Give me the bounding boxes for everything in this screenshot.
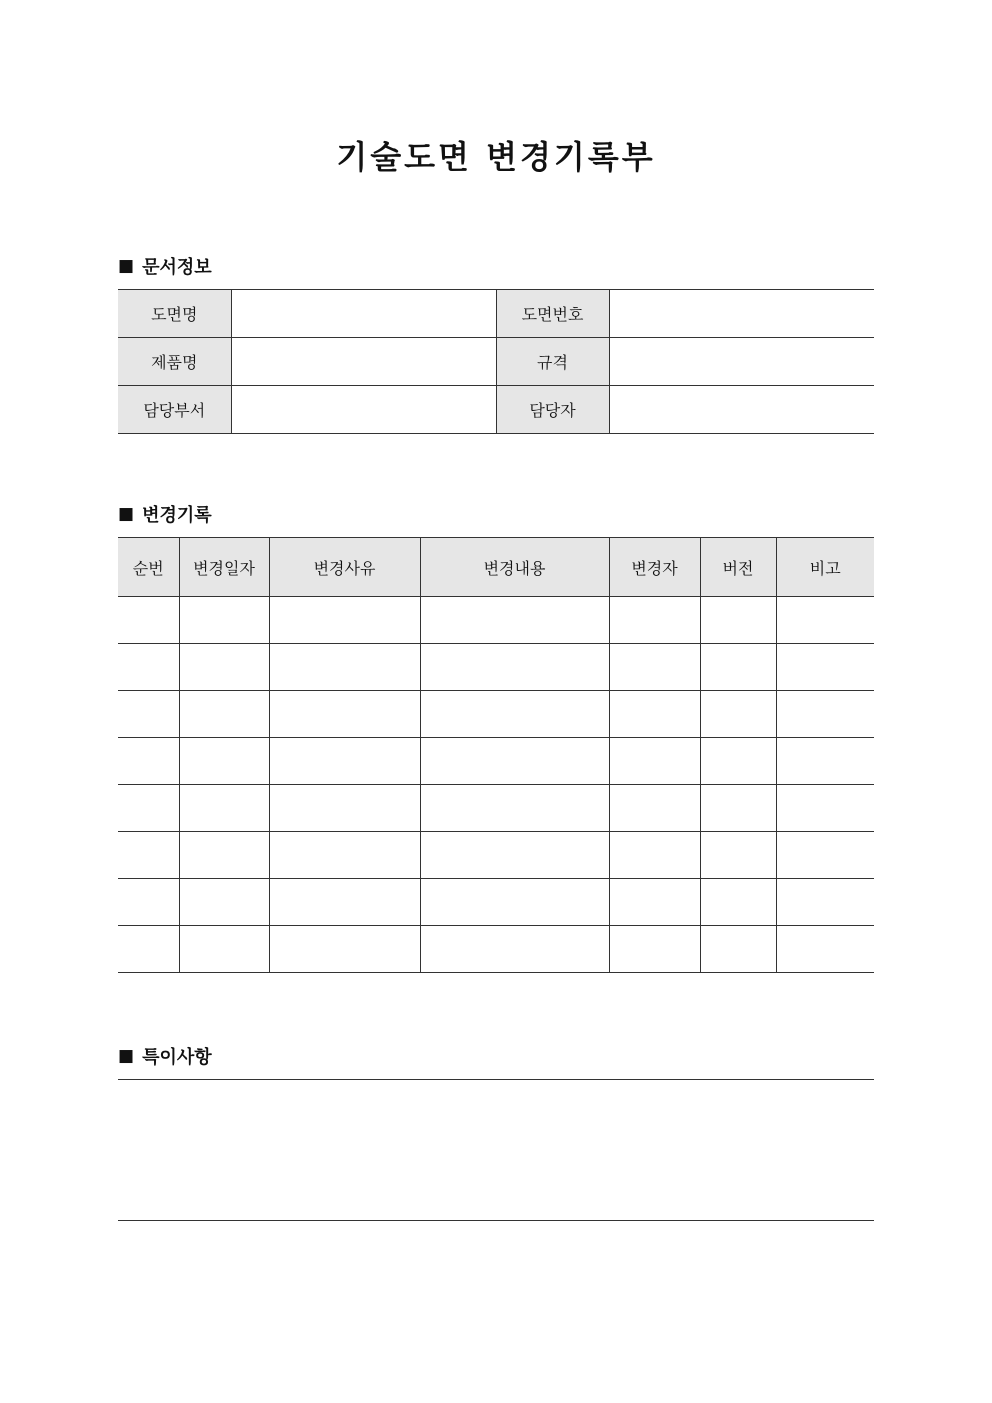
table-cell[interactable]	[420, 785, 609, 832]
doc-info-table	[118, 289, 874, 434]
table-cell[interactable]	[776, 597, 874, 644]
table-cell[interactable]	[118, 597, 179, 644]
department-label: 담당부서	[118, 386, 231, 434]
table-row	[118, 290, 874, 338]
table-cell[interactable]	[700, 644, 776, 691]
table-cell[interactable]	[118, 832, 179, 879]
table-row	[118, 386, 874, 434]
table-row	[118, 691, 874, 738]
table-cell[interactable]	[269, 926, 420, 973]
square-bullet-icon: ■	[118, 503, 135, 524]
doc-info-heading	[118, 253, 212, 279]
table-cell[interactable]	[420, 644, 609, 691]
table-cell[interactable]	[179, 644, 269, 691]
table-row	[118, 338, 874, 386]
table-cell[interactable]	[420, 691, 609, 738]
table-cell[interactable]	[179, 597, 269, 644]
spec-label: 규격	[496, 338, 609, 386]
table-cell[interactable]	[269, 785, 420, 832]
table-row	[118, 926, 874, 973]
table-cell[interactable]	[179, 879, 269, 926]
table-cell[interactable]	[179, 926, 269, 973]
table-cell[interactable]	[609, 691, 700, 738]
table-row	[118, 832, 874, 879]
column-header-content: 변경내용	[420, 538, 609, 597]
table-header-row	[118, 538, 874, 597]
table-cell[interactable]	[118, 738, 179, 785]
table-cell[interactable]	[118, 691, 179, 738]
table-cell[interactable]	[776, 691, 874, 738]
table-cell[interactable]	[118, 926, 179, 973]
table-cell[interactable]	[776, 832, 874, 879]
department-field[interactable]	[231, 386, 496, 434]
table-cell[interactable]	[609, 785, 700, 832]
table-cell[interactable]	[700, 879, 776, 926]
column-header-date: 변경일자	[179, 538, 269, 597]
square-bullet-icon: ■	[118, 255, 135, 276]
section-heading-label: 변경기록	[142, 505, 212, 526]
table-cell[interactable]	[609, 832, 700, 879]
table-cell[interactable]	[420, 597, 609, 644]
table-cell[interactable]	[420, 926, 609, 973]
table-cell[interactable]	[269, 597, 420, 644]
table-cell[interactable]	[609, 597, 700, 644]
section-heading-label: 문서정보	[142, 257, 212, 278]
table-cell[interactable]	[609, 644, 700, 691]
column-header-remarks: 비고	[776, 538, 874, 597]
section-heading-label: 특이사항	[142, 1047, 212, 1068]
table-cell[interactable]	[179, 785, 269, 832]
table-cell[interactable]	[269, 738, 420, 785]
table-cell[interactable]	[179, 738, 269, 785]
table-row	[118, 597, 874, 644]
table-cell[interactable]	[118, 879, 179, 926]
table-cell[interactable]	[269, 879, 420, 926]
table-row	[118, 785, 874, 832]
manager-field[interactable]	[609, 386, 874, 434]
table-cell[interactable]	[609, 738, 700, 785]
table-cell[interactable]	[700, 597, 776, 644]
table-cell[interactable]	[700, 691, 776, 738]
table-cell[interactable]	[420, 879, 609, 926]
table-cell[interactable]	[118, 785, 179, 832]
page-title: 기술도면 변경기록부	[336, 138, 656, 176]
table-cell[interactable]	[776, 785, 874, 832]
drawing-name-field[interactable]	[231, 290, 496, 338]
table-cell[interactable]	[700, 832, 776, 879]
square-bullet-icon: ■	[118, 1045, 135, 1066]
table-cell[interactable]	[420, 832, 609, 879]
table-row	[118, 738, 874, 785]
drawing-number-field[interactable]	[609, 290, 874, 338]
table-cell[interactable]	[776, 644, 874, 691]
column-header-author: 변경자	[609, 538, 700, 597]
drawing-number-label: 도면번호	[496, 290, 609, 338]
table-cell[interactable]	[700, 785, 776, 832]
table-cell[interactable]	[609, 926, 700, 973]
spec-field[interactable]	[609, 338, 874, 386]
product-name-field[interactable]	[231, 338, 496, 386]
table-cell[interactable]	[776, 879, 874, 926]
table-cell[interactable]	[179, 832, 269, 879]
table-cell[interactable]	[700, 738, 776, 785]
table-cell[interactable]	[269, 644, 420, 691]
table-cell[interactable]	[420, 738, 609, 785]
table-row	[118, 644, 874, 691]
table-cell[interactable]	[609, 879, 700, 926]
table-cell[interactable]	[179, 691, 269, 738]
notes-field[interactable]	[118, 1079, 874, 1221]
table-cell[interactable]	[776, 926, 874, 973]
table-cell[interactable]	[118, 644, 179, 691]
manager-label: 담당자	[496, 386, 609, 434]
table-cell[interactable]	[776, 738, 874, 785]
table-cell[interactable]	[269, 691, 420, 738]
change-log-heading	[118, 501, 212, 527]
table-row	[118, 879, 874, 926]
column-header-reason: 변경사유	[269, 538, 420, 597]
column-header-seq: 순번	[118, 538, 179, 597]
notes-heading	[118, 1043, 212, 1069]
product-name-label: 제품명	[118, 338, 231, 386]
change-log-table	[118, 537, 874, 973]
column-header-version: 버전	[700, 538, 776, 597]
table-cell[interactable]	[700, 926, 776, 973]
table-cell[interactable]	[269, 832, 420, 879]
drawing-name-label: 도면명	[118, 290, 231, 338]
